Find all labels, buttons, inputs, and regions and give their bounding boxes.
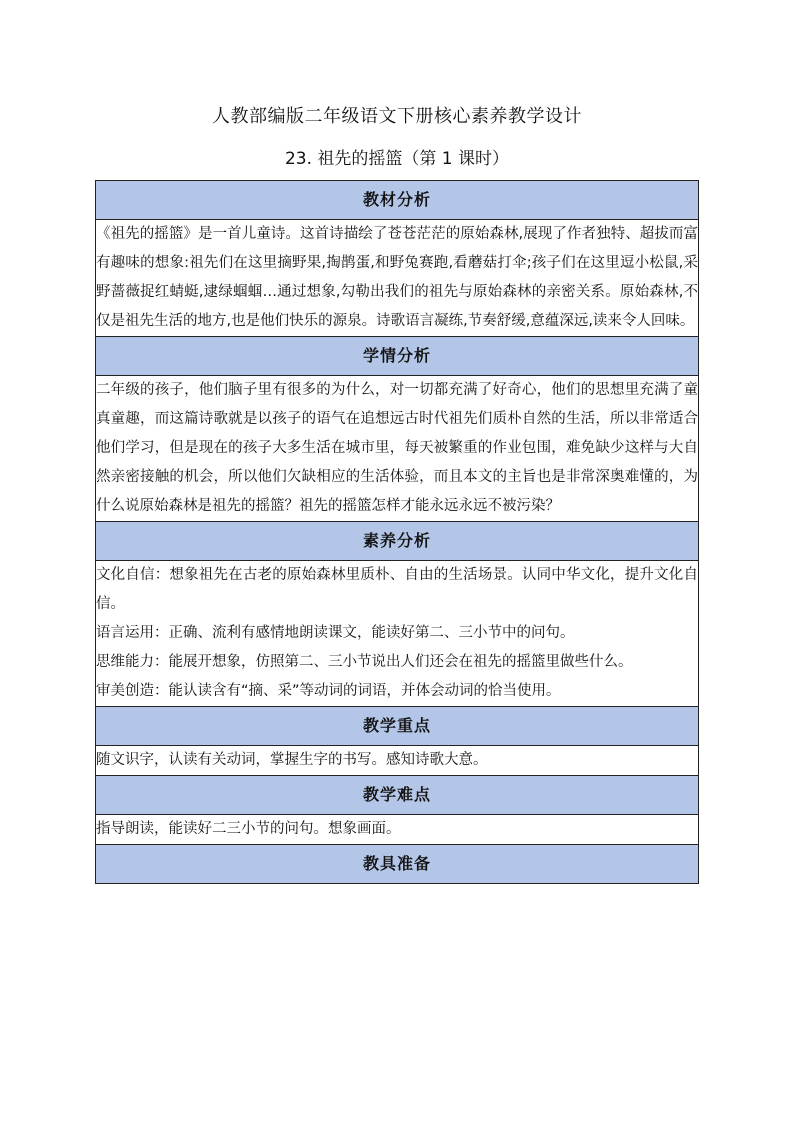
section-heading-competency-analysis: 素养分析 <box>96 522 699 561</box>
section-body-difficulties <box>96 815 699 845</box>
lesson-plan-table <box>95 180 699 884</box>
paragraph: 二年级的孩子，他们脑子里有很多的为什么，对一切都充满了好奇心，他们的思想里充满了童真童趣，而这篇诗歌就是以孩子的语气在追想远古时代祖先们质朴自然的生活，所以非常适合他们学习，但是现在的孩子大多生活在城市里，每天被繁重的作业包围，难免缺少这样与大自然亲密接触的机会，所以他们欠缺相应的生活体验，而且本文的主旨也是非常深奥难懂的，为什么说原始森林是祖先的摇篮？祖先的摇篮怎样才能永远永远不被污染？ <box>96 382 698 514</box>
paragraph-thinking-ability: 思维能力：能展开想象，仿照第二、三小节说出人们还会在祖先的摇篮里做些什么。 <box>96 654 633 670</box>
section-header-row <box>96 845 699 884</box>
paragraph-aesthetic-creation: 审美创造：能认读含有“摘、采”等动词的词语，并体会动词的恰当使用。 <box>96 683 561 699</box>
section-body-row <box>96 561 699 707</box>
section-header-row <box>96 337 699 376</box>
paragraph-language-use: 语言运用：正确、流利有感情地朗读课文，能读好第二、三小节中的问句。 <box>96 625 575 641</box>
section-body-row <box>96 815 699 845</box>
section-body-learner-analysis <box>96 376 699 522</box>
section-body-row <box>96 746 699 776</box>
section-body-textbook-analysis <box>96 220 699 337</box>
document-title: 人教部编版二年级语文下册核心素养教学设计 <box>212 106 582 127</box>
section-body-row <box>96 220 699 337</box>
paragraph-cultural-confidence: 文化自信：想象祖先在古老的原始森林里质朴、自由的生活场景。认同中华文化，提升文化自信。 <box>96 567 698 612</box>
section-heading-key-points: 教学重点 <box>96 707 699 746</box>
section-heading-difficulties: 教学难点 <box>96 776 699 815</box>
section-body-key-points <box>96 746 699 776</box>
section-heading-teaching-aids: 教具准备 <box>96 845 699 884</box>
section-header-row <box>96 522 699 561</box>
section-header-row <box>96 181 699 220</box>
section-header-row <box>96 707 699 746</box>
lesson-title: 23. 祖先的摇篮（第 1 课时） <box>284 149 510 169</box>
section-header-row <box>96 776 699 815</box>
paragraph: 指导朗读，能读好二三小节的问句。想象画面。 <box>96 821 401 837</box>
section-heading-textbook-analysis: 教材分析 <box>96 181 699 220</box>
paragraph: 随文识字，认读有关动词，掌握生字的书写。感知诗歌大意。 <box>96 752 488 768</box>
section-body-competency-analysis <box>96 561 699 707</box>
section-body-row <box>96 376 699 522</box>
paragraph: 《祖先的摇篮》是一首儿童诗。这首诗描绘了苍苍茫茫的原始森林,展现了作者独特、超拔而富有趣味的想象:祖先们在这里摘野果,掏鹊蛋,和野兔赛跑,看蘑菇打伞;孩子们在这里逗小松鼠,采野蔷薇捉红蜻蜓,逮绿蝈蝈…通过想象,勾勒出我们的祖先与原始森林的亲密关系。原始森林,不仅是祖先生活的地方,也是他们快乐的源泉。诗歌语言凝练,节奏舒缓,意蕴深远,读来令人回味。 <box>96 226 698 329</box>
section-heading-learner-analysis: 学情分析 <box>96 337 699 376</box>
